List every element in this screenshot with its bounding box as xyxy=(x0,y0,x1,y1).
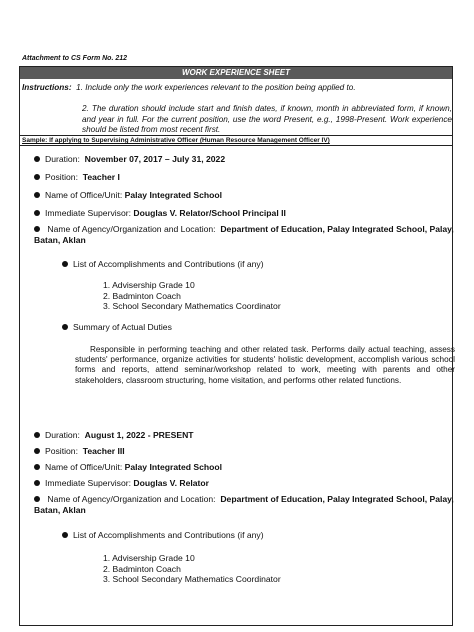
agency-row xyxy=(34,224,454,246)
duration-value: August 1, 2022 - PRESENT xyxy=(84,430,194,440)
bullet-icon xyxy=(62,324,68,330)
agency-label: Name of Agency/Organization and Location: xyxy=(47,224,216,234)
bullet-icon xyxy=(34,480,40,486)
bullet-icon xyxy=(62,532,68,538)
sample-label: Sample: If applying to Supervising Administrative Officer (Human Resource Management Officer IV) xyxy=(22,137,330,144)
agency-value: Department of Education, Palay Integrated School, Palay, Batan, Aklan xyxy=(34,494,454,515)
supervisor-label: Immediate Supervisor: xyxy=(45,208,131,218)
bullet-icon xyxy=(34,192,40,198)
list-item: 2. Badminton Coach xyxy=(103,563,181,574)
instruction-1: 1. Include only the work experiences relevant to the position being applied to. xyxy=(76,83,356,92)
bullet-icon xyxy=(34,210,40,216)
agency-row xyxy=(34,494,454,516)
position-label: Position: xyxy=(45,446,78,456)
bullet-icon xyxy=(34,226,40,232)
bullet-icon xyxy=(34,156,40,162)
bullet-icon xyxy=(34,174,40,180)
position-row xyxy=(34,172,120,183)
bullet-icon xyxy=(34,432,40,438)
list-item: 2. Badminton Coach xyxy=(103,290,181,301)
supervisor-label: Immediate Supervisor: xyxy=(45,478,131,488)
office-value: Palay Integrated School xyxy=(124,190,223,200)
duration-row xyxy=(34,430,194,441)
duration-value: November 07, 2017 – July 31, 2022 xyxy=(84,154,226,164)
agency-value: Department of Education, Palay Integrated School, Palay, Batan, Aklan xyxy=(34,224,454,245)
office-label: Name of Office/Unit: xyxy=(45,462,123,472)
instructions-line-1 xyxy=(22,82,448,93)
duration-row xyxy=(34,154,225,165)
supervisor-row xyxy=(34,478,209,489)
bullet-icon xyxy=(62,261,68,267)
divider xyxy=(20,135,452,136)
bullet-icon xyxy=(34,496,40,502)
accomplishments-label: List of Accomplishments and Contributions (if any) xyxy=(73,530,264,540)
accomplishments-list xyxy=(103,553,281,585)
list-item: 3. School Secondary Mathematics Coordinator xyxy=(103,574,281,584)
divider xyxy=(20,145,452,146)
supervisor-value: Douglas V. Relator xyxy=(133,478,209,488)
summary-label: Summary of Actual Duties xyxy=(73,322,172,332)
list-item: 1. Advisership Grade 10 xyxy=(103,553,195,563)
bullet-icon xyxy=(34,448,40,454)
position-label: Position: xyxy=(45,172,78,182)
supervisor-value: Douglas V. Relator/School Principal II xyxy=(133,208,286,218)
summary-text: Responsible in performing teaching and other related task. Performs daily actual teaching, assess students' performance, organize activities for students' holistic development, accomplish various school forms and reports, attend seminar/workshop related to work, meeting with parents and other stakeholders, classroom structuring, home visitation, and performs other related functions. xyxy=(75,345,455,385)
sheet-title: WORK EXPERIENCE SHEET xyxy=(20,67,452,79)
agency-label: Name of Agency/Organization and Location: xyxy=(47,494,216,504)
supervisor-row xyxy=(34,208,286,219)
office-row xyxy=(34,190,222,201)
instruction-2: 2. The duration should include start and finish dates, if known, month in abbreviated form, if known, and year in full. For the current position, use the word Present, e.g., 1998-Present. Work experience should be listed from most recent first. xyxy=(82,104,452,134)
position-value: Teacher III xyxy=(82,446,125,456)
duration-label: Duration: xyxy=(45,154,80,164)
list-item: 3. School Secondary Mathematics Coordinator xyxy=(103,301,281,311)
position-row xyxy=(34,446,125,457)
attachment-label: Attachment to CS Form No. 212 xyxy=(22,55,128,62)
office-row xyxy=(34,462,222,473)
duration-label: Duration: xyxy=(45,430,80,440)
office-value: Palay Integrated School xyxy=(124,462,223,472)
accomplishments-label: List of Accomplishments and Contributions (if any) xyxy=(73,259,264,269)
summary-row xyxy=(62,322,172,333)
office-label: Name of Office/Unit: xyxy=(45,190,123,200)
accomplishments-list xyxy=(103,280,281,312)
accomplishments-row xyxy=(62,259,264,270)
position-value: Teacher I xyxy=(82,172,120,182)
instructions-label: Instructions: xyxy=(22,83,72,92)
list-item: 1. Advisership Grade 10 xyxy=(103,280,195,290)
accomplishments-row xyxy=(62,530,264,541)
bullet-icon xyxy=(34,464,40,470)
